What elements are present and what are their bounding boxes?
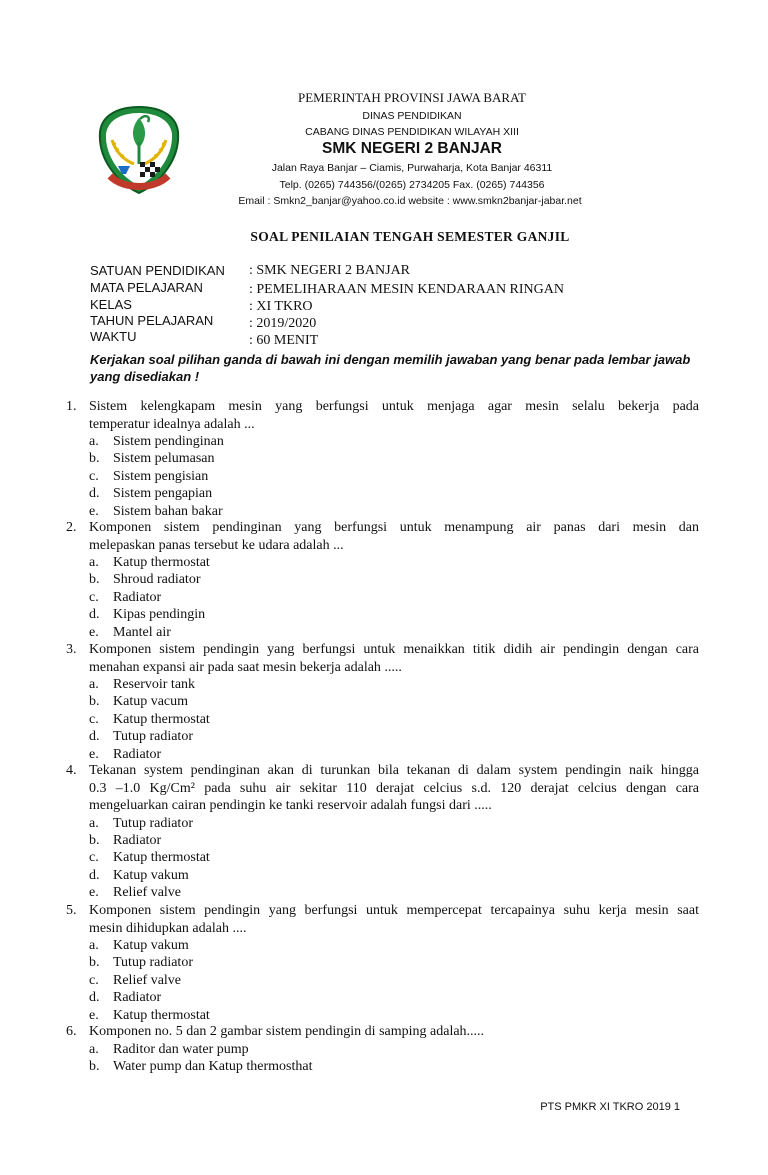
option-text: Sistem pelumasan xyxy=(113,451,215,467)
identity-label: MATA PELAJARAN xyxy=(90,280,203,295)
jawa-barat-logo-icon xyxy=(96,104,182,196)
option-letter: b. xyxy=(89,832,100,848)
question-number: 1. xyxy=(66,399,77,414)
option-text: Relief valve xyxy=(113,885,182,901)
option-letter: e. xyxy=(89,885,99,901)
option-letter: c. xyxy=(89,972,99,988)
option-letter: b. xyxy=(89,955,100,971)
option-letter: c. xyxy=(89,589,99,605)
option-letter: d. xyxy=(89,607,100,623)
option-letter: b. xyxy=(89,572,100,588)
option-letter: e. xyxy=(89,624,99,640)
option-text: Katup vakum xyxy=(113,867,189,883)
option-letter: d. xyxy=(89,990,100,1006)
exam-instruction: Kerjakan soal pilihan ganda di bawah ini dengan memilih jawaban yang benar pada lembar jawab yang disediakan ! xyxy=(90,352,691,384)
identity-value: : XI TKRO xyxy=(249,299,313,314)
option-text: Sistem bahan bakar xyxy=(113,503,223,519)
option-text: Reservoir tank xyxy=(113,677,196,692)
option-text: Sistem pengapian xyxy=(113,486,213,502)
question-text: temperatur idealnya adalah ... xyxy=(89,416,255,432)
question-text: 0.3 –1.0 Kg/Cm² pada suhu air sekitar 110 derajat celcius s.d. 120 derajat celcius dengan cara xyxy=(89,780,699,796)
option-text: Raditor dan water pump xyxy=(113,1041,249,1057)
identity-value: : 2019/2020 xyxy=(249,316,317,331)
option-letter: a. xyxy=(89,434,99,449)
identity-label: WAKTU xyxy=(90,329,137,344)
school-phone: Telp. (0265) 744356/(0265) 2734205 Fax. (0265) 744356 xyxy=(279,179,545,191)
identity-value: : SMK NEGERI 2 BANJAR xyxy=(249,263,411,278)
option-letter: e. xyxy=(89,746,99,762)
question-text: menahan expansi air pada saat mesin bekerja adalah ..... xyxy=(89,659,402,675)
option-letter: d. xyxy=(89,867,100,883)
question-text: Komponen sistem pendinginan yang berfungsi untuk menampung air panas dari mesin dan xyxy=(89,520,699,535)
option-letter: e. xyxy=(89,503,99,519)
option-letter: c. xyxy=(89,468,99,484)
department-name: DINAS PENDIDIKAN xyxy=(362,110,462,122)
school-address: Jalan Raya Banjar – Ciamis, Purwaharja, Kota Banjar 46311 xyxy=(271,162,553,174)
identity-label: KELAS xyxy=(90,297,132,312)
option-text: Katup vacum xyxy=(113,694,189,710)
school-name: SMK NEGERI 2 BANJAR xyxy=(322,140,502,157)
option-text: Katup thermostat xyxy=(113,1007,210,1023)
option-text: Katup thermostat xyxy=(113,555,210,570)
question-text: Tekanan system pendinginan akan di turunkan bila tekanan di dalam system pendingin naik hingga xyxy=(89,763,699,778)
question-text: Komponen no. 5 dan 2 gambar sistem pendingin di samping adalah..... xyxy=(89,1024,485,1039)
option-letter: c. xyxy=(89,850,99,866)
branch-office-name: CABANG DINAS PENDIDIKAN WILAYAH XIII xyxy=(305,126,519,138)
option-text: Sistem pendinginan xyxy=(113,434,224,449)
question-number: 5. xyxy=(66,903,77,918)
question-text: mesin dihidupkan adalah .... xyxy=(89,920,247,936)
option-text: Mantel air xyxy=(113,624,171,640)
option-text: Katup thermostat xyxy=(113,850,210,866)
option-text: Relief valve xyxy=(113,972,182,988)
question-number: 4. xyxy=(66,763,77,778)
option-letter: b. xyxy=(89,451,100,467)
option-text: Tutup radiator xyxy=(113,729,193,745)
option-text: Katup thermostat xyxy=(113,711,210,727)
option-letter: a. xyxy=(89,555,99,570)
identity-label: SATUAN PENDIDIKAN xyxy=(90,263,225,278)
option-letter: a. xyxy=(89,677,99,692)
question-number: 6. xyxy=(66,1024,77,1039)
option-letter: a. xyxy=(89,1041,99,1057)
question-number: 2. xyxy=(66,520,77,535)
identity-label: TAHUN PELAJARAN xyxy=(90,313,214,328)
option-text: Radiator xyxy=(113,589,162,605)
option-text: Radiator xyxy=(113,746,162,762)
exam-title: SOAL PENILAIAN TENGAH SEMESTER GANJIL xyxy=(250,229,570,244)
school-contact: Email : Smkn2_banjar@yahoo.co.id website : www.smkn2banjar-jabar.net xyxy=(238,195,582,207)
option-letter: d. xyxy=(89,729,100,745)
option-text: Radiator xyxy=(113,832,162,848)
identity-value: : 60 MENIT xyxy=(249,333,319,348)
option-letter: c. xyxy=(89,711,99,727)
option-text: Tutup radiator xyxy=(113,815,193,831)
option-letter: b. xyxy=(89,694,100,710)
question-text: Komponen sistem pendingin yang berfungsi untuk menaikkan titik didih air pendingin dengan cara xyxy=(89,642,699,657)
identity-value: : PEMELIHARAAN MESIN KENDARAAN RINGAN xyxy=(249,282,564,297)
option-text: Tutup radiator xyxy=(113,955,193,971)
question-text: melepaskan panas tersebut ke udara adalah ... xyxy=(89,537,344,553)
option-text: Kipas pendingin xyxy=(113,607,206,623)
option-text: Shroud radiator xyxy=(113,572,201,588)
province-name: PEMERINTAH PROVINSI JAWA BARAT xyxy=(298,90,526,105)
option-text: Water pump dan Katup thermosthat xyxy=(113,1058,313,1074)
option-text: Radiator xyxy=(113,990,162,1006)
question-text: Sistem kelengkapam mesin yang berfungsi untuk menjaga agar mesin selalu bekerja pada xyxy=(89,399,699,414)
option-letter: b. xyxy=(89,1058,100,1074)
option-text: Sistem pengisian xyxy=(113,468,209,484)
option-letter: a. xyxy=(89,938,99,953)
question-number: 3. xyxy=(66,642,77,657)
option-text: Katup vakum xyxy=(113,938,189,953)
option-letter: e. xyxy=(89,1007,99,1023)
option-letter: d. xyxy=(89,486,100,502)
question-text: mengeluarkan cairan pendingin ke tanki reservoir adalah fungsi dari ..... xyxy=(89,798,492,813)
question-text: Komponen sistem pendingin yang berfungsi untuk mempercepat tercapainya suhu kerja mesin saat xyxy=(89,903,699,918)
page-footer: PTS PMKR XI TKRO 2019 1 xyxy=(540,1101,680,1113)
option-letter: a. xyxy=(89,815,99,831)
